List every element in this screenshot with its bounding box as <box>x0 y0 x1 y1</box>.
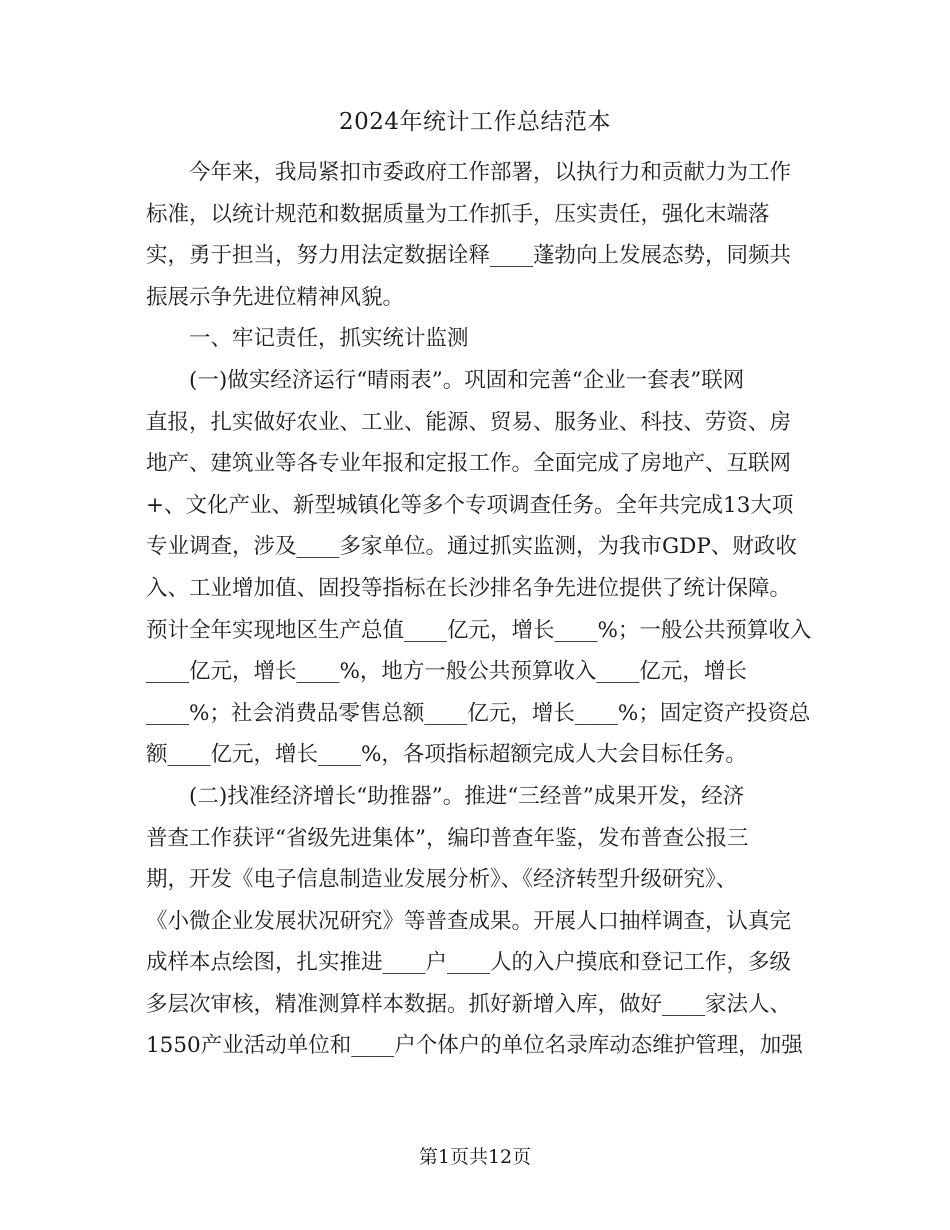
text-line: 标准，以统计规范和数据质量为工作抓手，压实责任，强化末端落 <box>146 201 770 227</box>
paragraph-economic-growth <box>146 776 806 1067</box>
text-line: (二)找准经济增长“助推器”。推进“三经普”成果开发，经济 <box>189 783 745 809</box>
paragraph-economic-monitoring <box>146 360 812 776</box>
text-line: ____亿元，增长____%，地方一般公共预算收入____亿元，增长 <box>146 659 747 685</box>
text-line: 1550产业活动单位和____户个体户的单位名录库动态维护管理，加强 <box>146 1033 803 1059</box>
text-line: 普查工作获评“省级先进集体”，编印普查年鉴，发布普查公报三 <box>146 825 749 851</box>
text-line: +、文化产业、新型城镇化等多个专项调查任务。全年共完成13大项 <box>146 492 794 518</box>
text-line: 直报，扎实做好农业、工业、能源、贸易、服务业、科技、劳资、房 <box>146 409 792 435</box>
text-line: 期，开发《电子信息制造业发展分析》、《经济转型升级研究》、 <box>146 867 738 893</box>
text-line: 今年来，我局紧扣市委政府工作部署，以执行力和贡献力为工作 <box>189 160 792 185</box>
text-line: ____%；社会消费品零售总额____亿元，增长____%；固定资产投资总 <box>146 700 811 726</box>
text-line: (一)做实经济运行“晴雨表”。巩固和完善“企业一套表”联网 <box>189 367 745 393</box>
document-body <box>146 152 812 1067</box>
page-number: 第1页共12页 <box>418 1146 532 1168</box>
text-line: 入、工业增加值、固投等指标在长沙排名争先进位提供了统计保障。 <box>146 575 792 601</box>
text-line: 振展示争先进位精神风貌。 <box>146 284 405 310</box>
text-line: 地产、建筑业等各专业年报和定报工作。全面完成了房地产、互联网 <box>146 451 792 477</box>
text-line: 额____亿元，增长____%，各项指标超额完成人大会目标任务。 <box>146 742 747 768</box>
text-line: 专业调查，涉及____多家单位。通过抓实监测，为我市GDP、财政收 <box>146 534 797 560</box>
text-line: 一、牢记责任，抓实统计监测 <box>189 326 469 352</box>
text-line: 实，勇于担当，努力用法定数据诠释____蓬勃向上发展态势，同频共 <box>146 243 792 269</box>
text-line: 预计全年实现地区生产总值____亿元，增长____%；一般公共预算收入 <box>146 617 812 643</box>
text-line: 成样本点绘图，扎实推进____户____人的入户摸底和登记工作，多级 <box>146 950 792 976</box>
text-line: 《小微企业发展状况研究》等普查成果。开展人口抽样调查，认真完 <box>146 908 792 934</box>
paragraph-intro <box>146 152 806 318</box>
text-line: 多层次审核，精准测算样本数据。抓好新增入库，做好____家法人、 <box>146 991 792 1017</box>
document-title: 2024年统计工作总结范本 <box>338 109 612 135</box>
section-heading <box>146 318 806 360</box>
